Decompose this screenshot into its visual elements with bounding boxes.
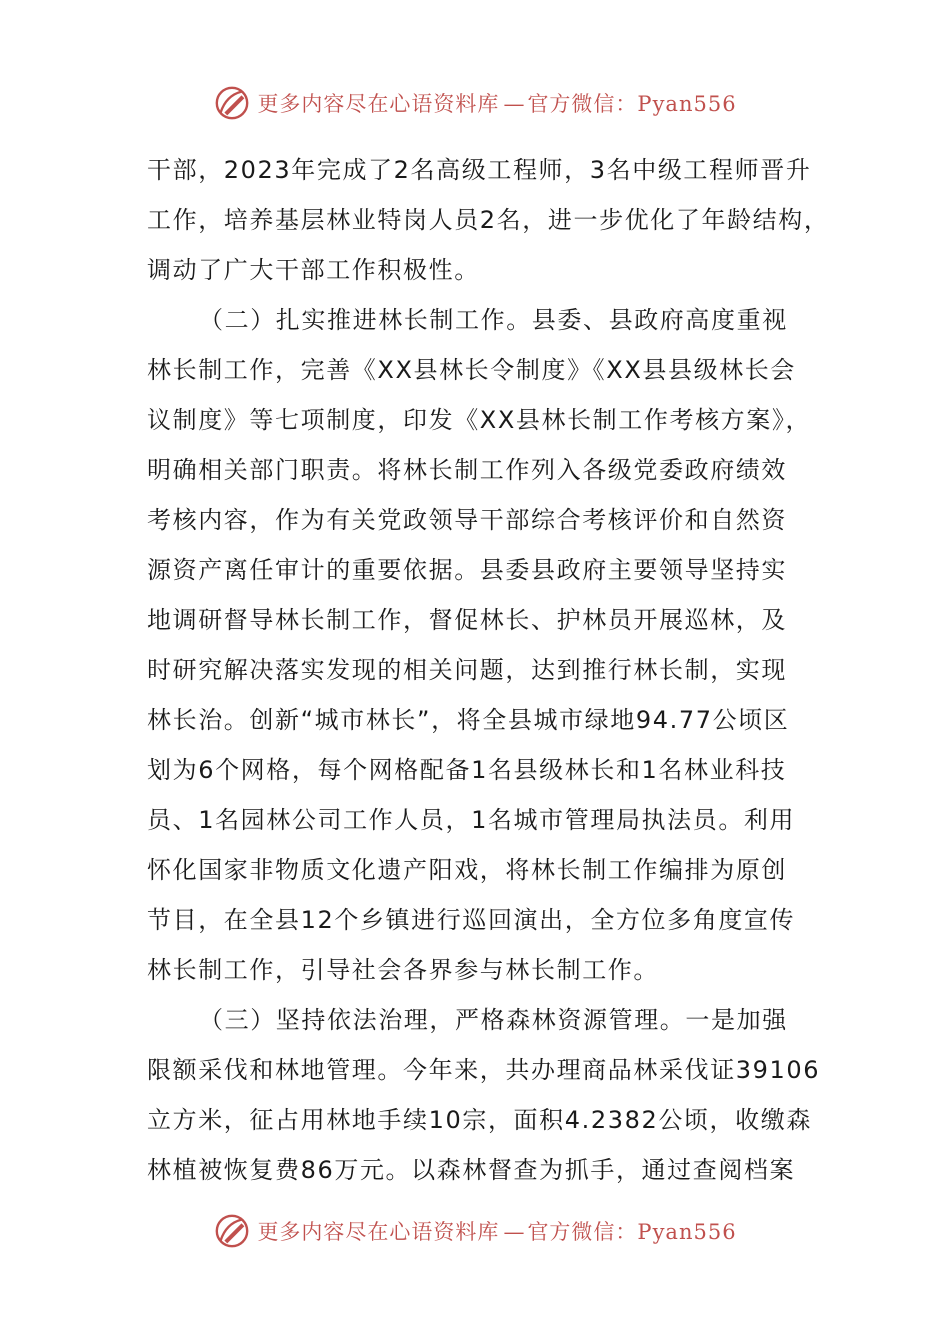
text-line: 源资产离任审计的重要依据。县委县政府主要领导坚持实 (147, 556, 787, 584)
text-line: 地调研督导林长制工作，督促林长、护林员开展巡林，及 (147, 606, 787, 634)
text-line: 林长治。创新“城市林长”，将全县城市绿地94.77公顷区 (147, 706, 790, 734)
text-line: 怀化国家非物质文化遗产阳戏，将林长制工作编排为原创 (147, 856, 787, 884)
text-line: 调动了广大干部工作积极性。 (147, 256, 480, 284)
text-line: 限额采伐和林地管理。今年来，共办理商品林采伐证39106 (147, 1056, 821, 1084)
text-line: 林长制工作，引导社会各界参与林长制工作。 (147, 956, 659, 984)
text-line: （二）扎实推进林长制工作。县委、县政府高度重视 (199, 306, 788, 334)
paragraph-1 (147, 145, 830, 295)
text-line: 划为6个网格，每个网格配备1名县级林长和1名林业科技 (147, 756, 787, 784)
text-line: 时研究解决落实发现的相关问题，达到推行林长制，实现 (147, 656, 787, 684)
text-line: 考核内容，作为有关党政领导干部综合考核评价和自然资 (147, 506, 787, 534)
watermark-contact: 官方微信：Pyan556 (527, 1220, 737, 1244)
watermark-header (0, 78, 950, 128)
text-line: 工作，培养基层林业特岗人员2名，进一步优化了年龄结构， (147, 206, 830, 234)
text-line: 林植被恢复费86万元。以森林督查为抓手，通过查阅档案 (147, 1156, 796, 1184)
watermark-main-text: 更多内容尽在心语资料库 (257, 92, 500, 116)
watermark-main-text: 更多内容尽在心语资料库 (257, 1220, 500, 1244)
text-line: 干部，2023年完成了2名高级工程师，3名中级工程师晋升 (147, 156, 812, 184)
text-line: 明确相关部门职责。将林长制工作列入各级党委政府绩效 (147, 456, 787, 484)
text-line: 林长制工作，完善《XX县林长令制度》《XX县县级林长会 (147, 356, 796, 384)
watermark-separator: — (503, 1220, 526, 1244)
watermark-footer (0, 1206, 950, 1256)
document-body (147, 145, 830, 1195)
text-line: 员、1名园林公司工作人员，1名城市管理局执法员。利用 (147, 806, 796, 834)
text-line: 立方米，征占用林地手续10宗，面积4.2382公顷，收缴森 (147, 1106, 812, 1134)
pen-logo-icon (213, 84, 251, 122)
watermark-separator: — (503, 92, 526, 116)
paragraph-2 (147, 295, 812, 995)
watermark-contact: 官方微信：Pyan556 (527, 92, 737, 116)
text-line: 议制度》等七项制度，印发《XX县林长制工作考核方案》， (147, 406, 812, 434)
paragraph-3 (147, 995, 821, 1195)
pen-logo-icon (213, 1212, 251, 1250)
text-line: 节目，在全县12个乡镇进行巡回演出，全方位多角度宣传 (147, 906, 796, 934)
text-line: （三）坚持依法治理，严格森林资源管理。一是加强 (199, 1006, 788, 1034)
